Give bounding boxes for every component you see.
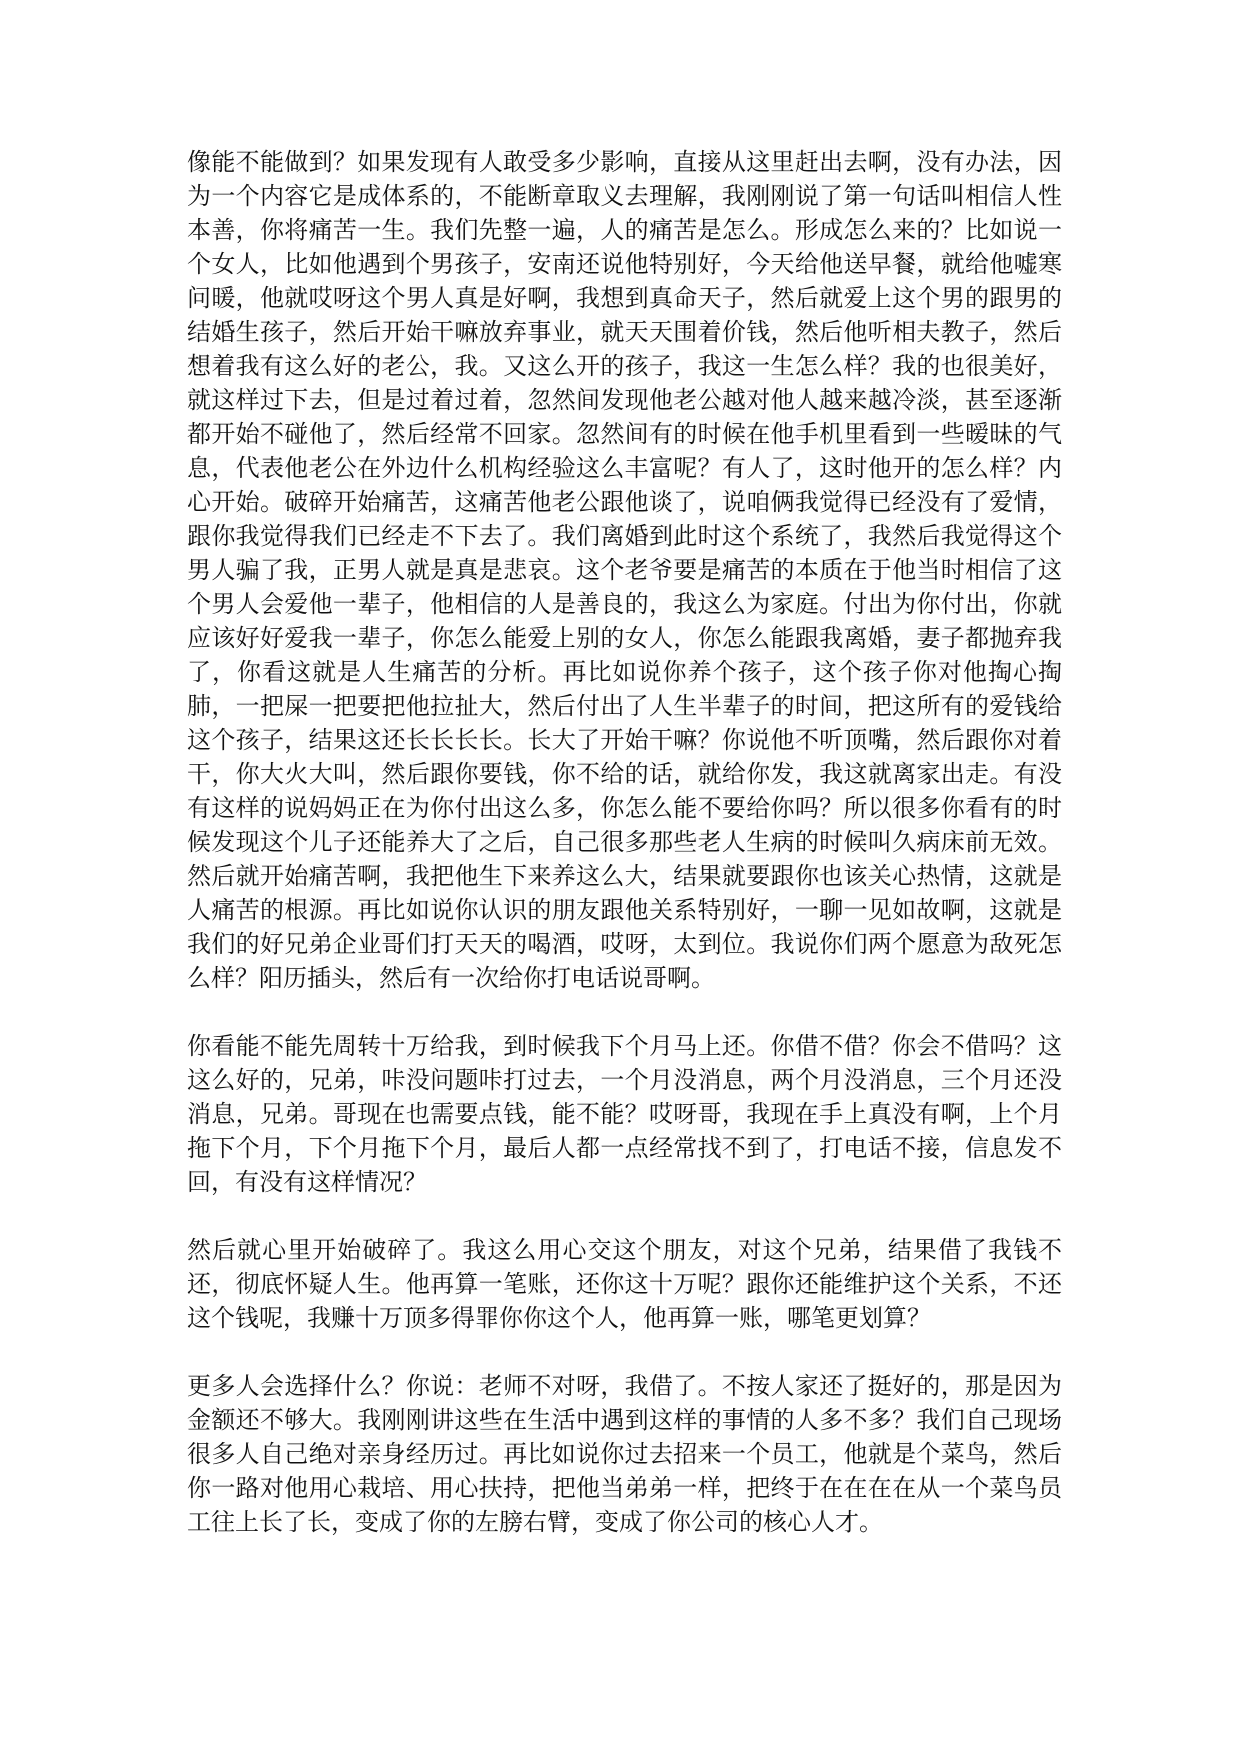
- paragraph-spacer: [187, 1199, 1062, 1233]
- paragraph-1: 像能不能做到？如果发现有人敢受多少影响，直接从这里赶出去啊，没有办法，因为一个内容它是成体系的，不能断章取义去理解，我刚刚说了第一句话叫相信人性本善，你将痛苦一生。我们先整一遍，人的痛苦是怎么。形成怎么来的？比如说一个女人，比如他遇到个男孩子，安南还说他特别好，今天给他送早餐，就给他嘘寒问暖，他就哎呀这个男人真是好啊，我想到真命天子，然后就爱上这个男的跟男的结婚生孩子，然后开始干嘛放弃事业，就天天围着价钱，然后他听相夫教子，然后想着我有这么好的老公，我。又这么开的孩子，我这一生怎么样？我的也很美好，就这样过下去，但是过着过着，忽然间发现他老公越对他人越来越冷淡，甚至逐渐都开始不碰他了，然后经常不回家。忽然间有的时候在他手机里看到一些暧昧的气息，代表他老公在外边什么机构经验这么丰富呢？有人了，这时他开的怎么样？内心开始。破碎开始痛苦，这痛苦他老公跟他谈了，说咱俩我觉得已经没有了爱情，跟你我觉得我们已经走不下去了。我们离婚到此时这个系统了，我然后我觉得这个男人骗了我，正男人就是真是悲哀。这个老爷要是痛苦的本质在于他当时相信了这个男人会爱他一辈子，他相信的人是善良的，我这么为家庭。付出为你付出，你就应该好好爱我一辈子，你怎么能爱上别的女人，你怎么能跟我离婚，妻子都抛弃我了，你看这就是人生痛苦的分析。再比如说你养个孩子，这个孩子你对他掏心掏肺，一把屎一把要把他拉扯大，然后付出了人生半辈子的时间，把这所有的爱钱给这个孩子，结果这还长长长长。长大了开始干嘛？你说他不听顶嘴，然后跟你对着干，你大火大叫，然后跟你要钱，你不给的话，就给你发，我这就离家出走。有没有这样的说妈妈正在为你付出这么多，你怎么能不要给你吗？所以很多你看有的时候发现这个儿子还能养大了之后，自己很多那些老人生病的时候叫久病床前无效。然后就开始痛苦啊，我把他生下来养这么大，结果就要跟你也该关心热情，这就是人痛苦的根源。再比如说你认识的朋友跟他关系特别好，一聊一见如故啊，这就是我们的好兄弟企业哥们打天天的喝酒，哎呀，太到位。我说你们两个愿意为敌死怎么样？阳历插头，然后有一次给你打电话说哥啊。: [187, 148, 1062, 992]
- paragraph-spacer: [187, 995, 1062, 1029]
- paragraph-4: 更多人会选择什么？你说：老师不对呀，我借了。不按人家还了挺好的，那是因为金额还不够大。我刚刚讲这些在生活中遇到这样的事情的人多不多？我们自己现场很多人自己绝对亲身经历过。再比如说你过去招来一个员工，他就是个菜鸟，然后你一路对他用心栽培、用心扶持，把他当弟弟一样，把终于在在在在从一个菜鸟员工往上长了长，变成了你的左膀右臂，变成了你公司的核心人才。: [187, 1372, 1062, 1536]
- paragraph-2: 你看能不能先周转十万给我，到时候我下个月马上还。你借不借？你会不借吗？这这么好的，兄弟，咔没问题咔打过去，一个月没消息，两个月没消息，三个月还没消息，兄弟。哥现在也需要点钱，能不能？哎呀哥，我现在手上真没有啊，上个月拖下个月，下个月拖下个月，最后人都一点经常找不到了，打电话不接，信息发不回，有没有这样情况？: [187, 1032, 1062, 1196]
- paragraph-spacer: [187, 1335, 1062, 1369]
- document-body: [187, 145, 1062, 1539]
- paragraph-3: 然后就心里开始破碎了。我这么用心交这个朋友，对这个兄弟，结果借了我钱不还，彻底怀疑人生。他再算一笔账，还你这十万呢？跟你还能维护这个关系，不还这个钱呢，我赚十万顶多得罪你你这个人，他再算一账，哪笔更划算？: [187, 1236, 1062, 1332]
